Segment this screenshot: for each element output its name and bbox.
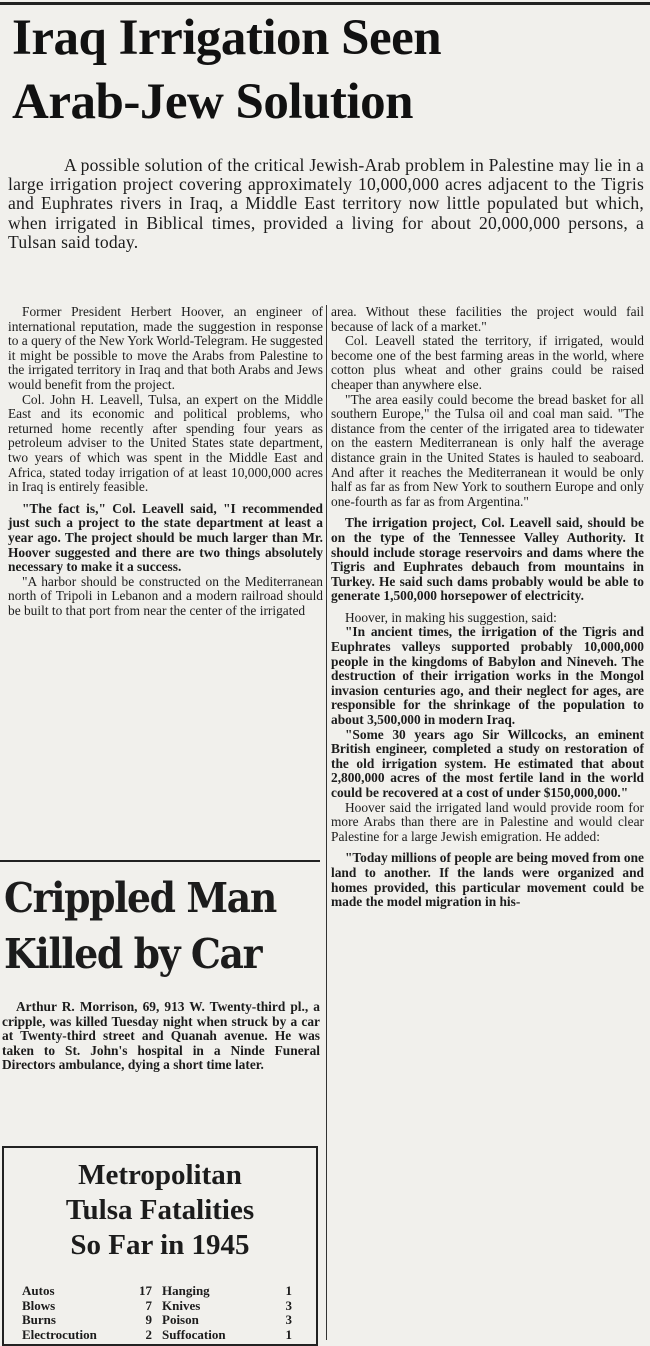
left-paragraph-1: Former President Herbert Hoover, an engineer of international reputation, made the suggestion in response to a query of the New York World-Telegram. He suggested it might be possible to move the Arabs from Palestine to the irrigated territory in Iraq and that both Arabs and Jews would benefit from the project.: [8, 304, 323, 392]
fatalities-title: [4, 1158, 316, 1263]
right-column: [331, 305, 644, 910]
right-paragraph-7: "Some 30 years ago Sir Willcocks, an eminent British engineer, completed a study on restoration of the old irrigation system. He estimated that about 2,800,000 acres of the most fertile land in the world could be recovered at a cost of under $150,000,000.": [331, 726, 644, 800]
fatality-label: Knives: [162, 1297, 201, 1313]
fatality-count: 2: [145, 1326, 152, 1342]
lead-text: A possible solution of the critical Jewish-Arab problem in Palestine may lie in a large irrigation project covering approximately 10,000,000 acres adjacent to the Tigris and Euphrates rivers in Iraq, a Middle East territory now little populated but which, when irrigated in Biblical times, provided a living for about 20,000,000 persons, a Tulsan said today.: [8, 155, 644, 252]
left-paragraph-2: Col. John H. Leavell, Tulsa, an expert on the Middle East and its economic and political problems, who returned home recently after spending four years as petroleum adviser to the United States state department, two years of which was spent in the Middle East and Africa, stated today irrigation of at least 10,000,000 acres in Iraq is entirely feasible.: [8, 391, 323, 495]
second-headline: [4, 870, 295, 982]
right-paragraph-3: "The area easily could become the bread basket for all southern Europe," the Tulsa oil and coal man said. "The distance from the center of the irrigated area to tidewater on the eastern Mediterranean is only half the average distance grain in the United States is hauled to seaboard. And after it reaches the Mediterranean it would be only half as far as from New York to southern Europe and only one-fourth as far as from Argentina.": [331, 391, 644, 509]
right-paragraph-5: Hoover, in making his suggestion, said:: [345, 609, 557, 625]
second-headline-line-2: Killed by Car: [4, 930, 262, 978]
left-column: [8, 305, 323, 618]
fatality-label: Poison: [162, 1312, 199, 1327]
second-story-body: [2, 1000, 320, 1073]
fatalities-box: [2, 1146, 318, 1346]
right-paragraph-2: Col. Leavell stated the territory, if irrigated, would become one of the best farming areas in the world, where cotton plus wheat and other grains could be raised cheaper than anywhere else.: [331, 333, 644, 392]
fatalities-title-line-2: Tulsa Fatalities: [65, 1194, 255, 1226]
headline-line-1: Iraq Irrigation Seen: [12, 10, 442, 66]
fatality-label: Blows: [22, 1297, 56, 1313]
fatality-count: 9: [145, 1312, 152, 1327]
fatalities-table: [22, 1284, 302, 1342]
fatality-label: Autos: [22, 1283, 55, 1298]
right-paragraph-6: "In ancient times, the irrigation of the Tigris and Euphrates valleys supported probably 10,000,000 people in the kingdoms of Babylon and Nineveh. The destruction of their irrigation works in the Mongol invasion centuries ago, and their neglect for ages, are responsible for the shrinkage of the population to about 3,500,000 in modern Iraq.: [331, 624, 644, 728]
column-divider: [326, 305, 327, 1340]
second-story-text: Arthur R. Morrison, 69, 913 W. Twenty-third pl., a cripple, was killed Tuesday night when struck by a car at Twenty-third street and Quanah avenue. He was taken to St. John's hospital in a Ninde Funeral Directors ambulance, dying a short time later.: [2, 999, 320, 1073]
fatality-label: Hanging: [162, 1283, 210, 1298]
fatality-count: 3: [285, 1297, 292, 1313]
lead-paragraph: [8, 156, 644, 252]
left-paragraph-3: "The fact is," Col. Leavell said, "I recommended just such a project to the state department at least a year ago. The project should be much larger than Mr. Hoover suggested and there are two things absolutely necessary to make it a success.: [8, 500, 323, 575]
table-row: [22, 1313, 302, 1328]
fatality-count: 7: [145, 1297, 152, 1313]
fatality-count: 17: [139, 1283, 152, 1298]
headline-line-2: Arab-Jew Solution: [12, 74, 413, 130]
fatality-count: 1: [285, 1283, 292, 1298]
main-headline: [12, 6, 632, 134]
right-paragraph-4: The irrigation project, Col. Leavell said, should be on the type of the Tennessee Valley Authority. It should include storage reservoirs and dams where the Tigris and Euphrates debauch from mountains in Turkey. He said such dams probably would be able to generate 1,500,000 horsepower of electricity.: [331, 515, 644, 604]
left-paragraph-4: "A harbor should be constructed on the Mediterranean north of Tripoli in Lebanon and a modern railroad should be built to that port from near the center of the irrigated: [8, 573, 323, 618]
second-headline-line-1: Crippled Man: [4, 874, 276, 922]
fatality-count: 1: [285, 1326, 292, 1342]
table-row: [22, 1299, 302, 1314]
top-rule: [0, 2, 650, 5]
right-paragraph-9: "Today millions of people are being moved from one land to another. If the lands were organized and homes provided, this particular movement could be made the model migration in his-: [331, 850, 644, 910]
fatality-label: Suffocation: [162, 1326, 226, 1342]
table-row: [22, 1284, 302, 1299]
fatality-label: Electrocution: [22, 1326, 97, 1342]
fatalities-title-line-3: So Far in 1945: [70, 1229, 250, 1261]
story-divider: [0, 860, 320, 862]
right-paragraph-1: area. Without these facilities the project would fail because of lack of a market.": [331, 304, 644, 334]
fatality-count: 3: [285, 1312, 292, 1327]
fatalities-title-line-1: Metropolitan: [78, 1159, 242, 1191]
fatality-label: Burns: [22, 1312, 56, 1327]
right-paragraph-8: Hoover said the irrigated land would provide room for more Arabs than there are in Palestine and would clear Palestine for a large Jewish emigration. He added:: [331, 799, 644, 844]
